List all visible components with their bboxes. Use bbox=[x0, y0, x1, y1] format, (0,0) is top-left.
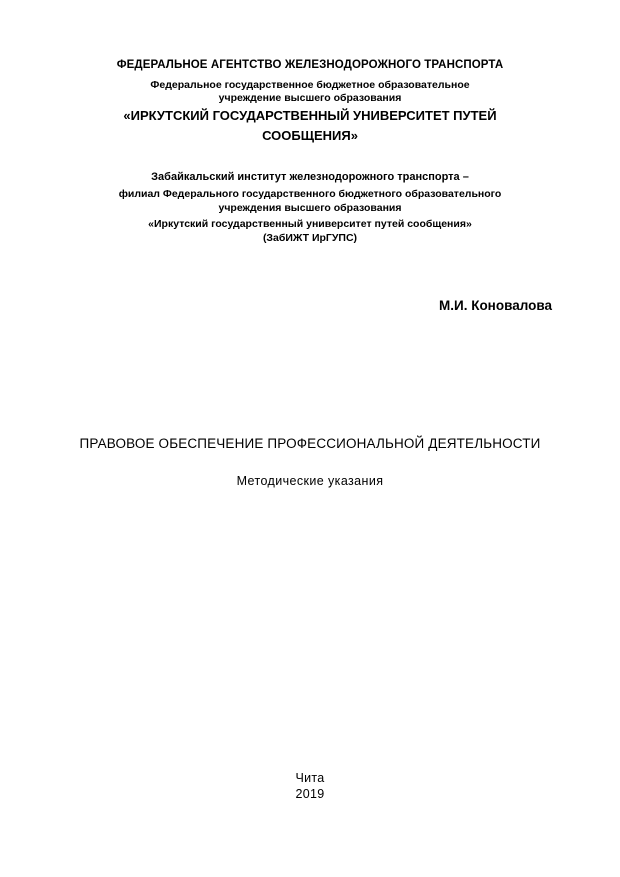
branch-line-1: Забайкальский институт железнодорожного транспорта – bbox=[151, 171, 469, 184]
agency-name: ФЕДЕРАЛЬНОЕ АГЕНТСТВО ЖЕЛЕЗНОДОРОЖНОГО ТРАНСПОРТА bbox=[116, 59, 504, 71]
document-subtitle: Методические указания bbox=[236, 474, 384, 489]
organization-header bbox=[60, 58, 560, 144]
publication-city: Чита bbox=[295, 771, 325, 785]
publication-year: 2019 bbox=[295, 787, 325, 801]
founder-line-1: Федеральное государственное бюджетное образовательное bbox=[150, 79, 470, 92]
branch-line-2: филиал Федерального государственного бюджетного образовательного bbox=[118, 187, 502, 200]
page-footer bbox=[0, 771, 620, 801]
document-title: ПРАВОВОЕ ОБЕСПЕЧЕНИЕ ПРОФЕССИОНАЛЬНОЙ ДЕЯТЕЛЬНОСТИ bbox=[79, 436, 541, 452]
author-name: М.И. Коновалова bbox=[439, 298, 552, 314]
founder-line-2: учреждение высшего образования bbox=[218, 91, 402, 104]
branch-abbreviation: (ЗабИЖТ ИрГУПС) bbox=[262, 231, 358, 244]
university-name-line-2: СООБЩЕНИЯ» bbox=[262, 127, 358, 143]
branch-line-3: учреждения высшего образования bbox=[218, 202, 402, 215]
title-section bbox=[60, 436, 560, 488]
branch-header bbox=[60, 171, 560, 244]
branch-line-4: «Иркутский государственный университет путей сообщения» bbox=[148, 217, 472, 230]
university-name-line-1: «ИРКУТСКИЙ ГОСУДАРСТВЕННЫЙ УНИВЕРСИТЕТ ПУТЕЙ bbox=[123, 107, 497, 123]
